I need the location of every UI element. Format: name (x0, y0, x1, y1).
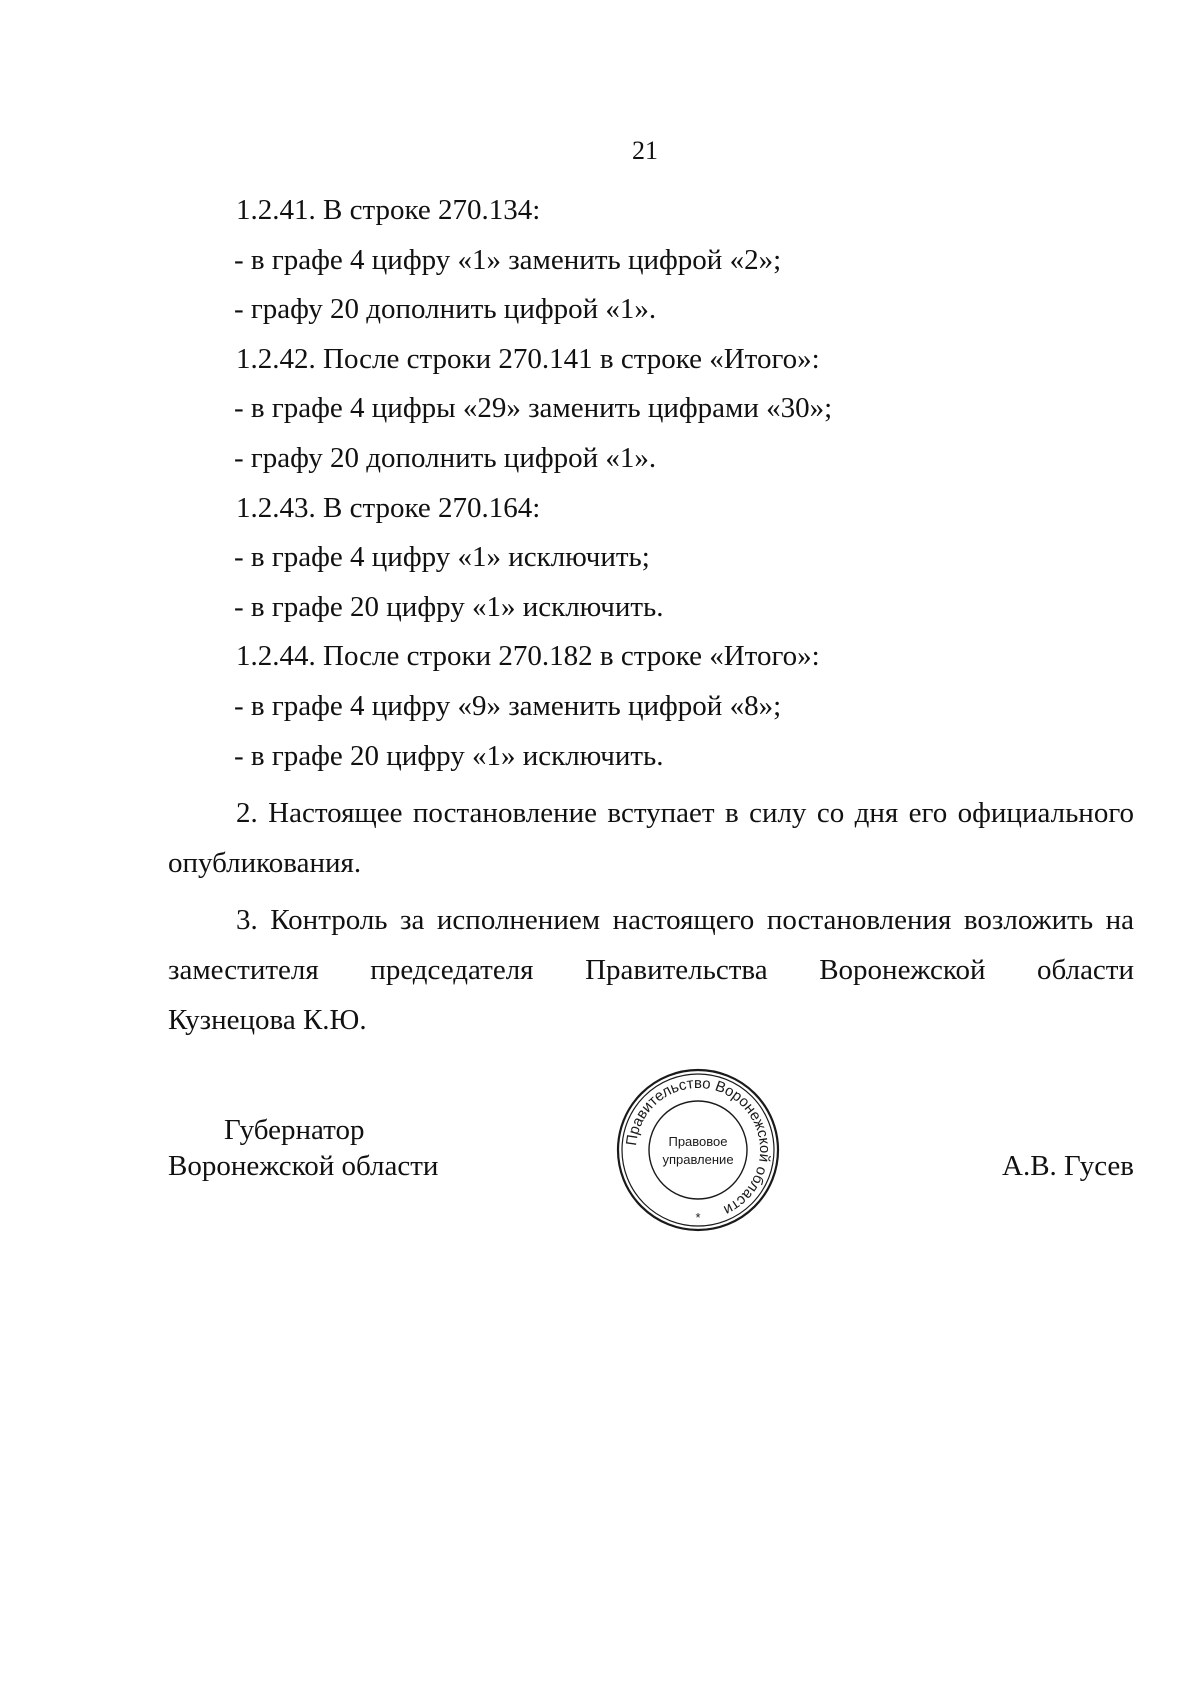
seal-center-line-1: Правовое (668, 1134, 728, 1149)
item-1-2-41-heading: 1.2.41. В строке 270.134: (236, 194, 541, 226)
clause-3-line-2: заместителя председателя Правительства Воронежской области (168, 953, 1134, 986)
clause-2-line-2: опубликования. (168, 846, 362, 879)
item-1-2-41-bullet-1: - в графе 4 цифру «1» заменить цифрой «2»; (234, 243, 782, 276)
clause-2-line-1: 2. Настоящее постановление вступает в силу со дня его официального (236, 797, 1134, 830)
signatory-title (168, 1112, 438, 1184)
item-1-2-42-heading: 1.2.42. После строки 270.141 в строке «Итого»: (236, 342, 820, 375)
seal-center-line-2: управление (662, 1152, 734, 1167)
item-1-2-44-bullet-2: - в графе 20 цифру «1» исключить. (234, 739, 664, 772)
item-1-2-44-bullet-1: - в графе 4 цифру «9» заменить цифрой «8»; (234, 689, 782, 722)
seal-ring-text: Правительство Воронежской области (623, 1074, 774, 1219)
item-1-2-41-bullet-2: - графу 20 дополнить цифрой «1». (234, 293, 657, 326)
item-1-2-44-heading: 1.2.44. После строки 270.182 в строке «Итого»: (236, 640, 820, 673)
item-1-2-43-bullet-1: - в графе 4 цифру «1» исключить; (234, 541, 650, 574)
item-1-2-43-heading: 1.2.43. В строке 270.164: (236, 491, 541, 524)
signatory-name: А.В. Гусев (1002, 1150, 1134, 1182)
seal-inner-ring (649, 1101, 747, 1199)
official-seal (615, 1067, 781, 1233)
item-1-2-43-bullet-2: - в графе 20 цифру «1» исключить. (234, 590, 664, 623)
item-1-2-42-bullet-2: - графу 20 дополнить цифрой «1». (234, 441, 657, 474)
signatory-title-line-1: Губернатор (224, 1114, 365, 1146)
document-body (168, 186, 1134, 1045)
clause-3-line-3: Кузнецова К.Ю. (168, 1003, 367, 1036)
signatory-title-line-2: Воронежской области (168, 1150, 439, 1182)
clause-3-line-1: 3. Контроль за исполнением настоящего постановления возложить на (236, 904, 1134, 937)
seal-ring-2 (622, 1074, 774, 1226)
seal-outer-ring (618, 1070, 778, 1230)
seal-star: * (695, 1210, 701, 1225)
page-number: 21 (632, 136, 658, 165)
item-1-2-42-bullet-1: - в графе 4 цифры «29» заменить цифрами «30»; (234, 392, 833, 425)
